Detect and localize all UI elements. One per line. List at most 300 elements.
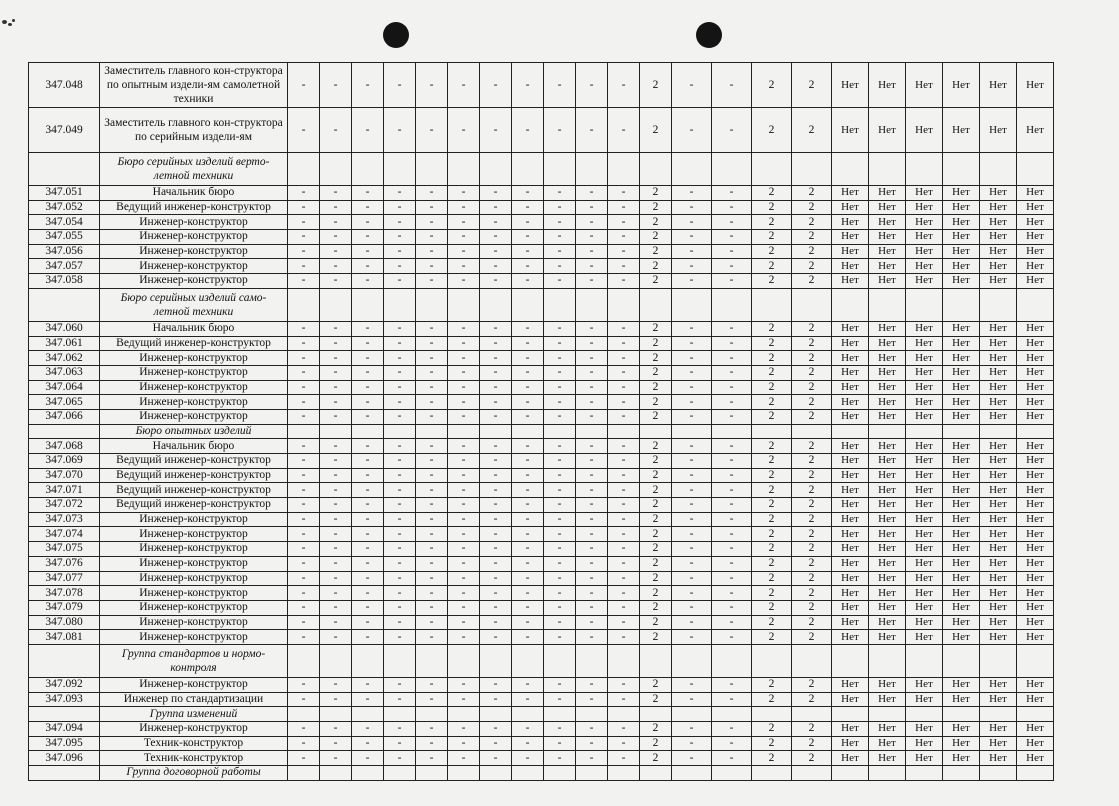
- value-cell: Нет: [980, 468, 1017, 483]
- value-cell: -: [416, 336, 448, 351]
- value-cell: -: [576, 200, 608, 215]
- value-cell: -: [544, 630, 576, 645]
- value-cell: -: [416, 615, 448, 630]
- value-cell: 2: [792, 439, 832, 454]
- value-cell: Нет: [832, 512, 869, 527]
- value-cell: -: [544, 571, 576, 586]
- table-row: [29, 108, 1054, 153]
- value-cell: Нет: [869, 468, 906, 483]
- value-cell: [906, 644, 943, 677]
- value-cell: Нет: [943, 321, 980, 336]
- job-conditions-table: [28, 62, 1054, 781]
- value-cell: Нет: [1017, 630, 1054, 645]
- section-row: [29, 766, 1054, 781]
- section-title: Группа договорной работы: [100, 766, 288, 781]
- value-cell: Нет: [906, 230, 943, 245]
- value-cell: -: [544, 244, 576, 259]
- value-cell: Нет: [832, 483, 869, 498]
- value-cell: Нет: [869, 571, 906, 586]
- value-cell: -: [672, 498, 712, 513]
- value-cell: -: [352, 722, 384, 737]
- value-cell: Нет: [869, 736, 906, 751]
- value-cell: [576, 707, 608, 722]
- value-cell: -: [712, 244, 752, 259]
- value-cell: -: [384, 230, 416, 245]
- job-code: 347.060: [29, 321, 100, 336]
- job-code: [29, 424, 100, 439]
- value-cell: 2: [752, 454, 792, 469]
- value-cell: Нет: [943, 63, 980, 108]
- value-cell: -: [320, 571, 352, 586]
- value-cell: 2: [640, 751, 672, 766]
- value-cell: -: [608, 215, 640, 230]
- value-cell: -: [512, 692, 544, 707]
- value-cell: -: [320, 468, 352, 483]
- value-cell: [352, 153, 384, 186]
- table-row: [29, 600, 1054, 615]
- section-title: Бюро серийных изделий верто-летной техники: [100, 153, 288, 186]
- value-cell: [288, 707, 320, 722]
- job-code: [29, 707, 100, 722]
- value-cell: -: [672, 63, 712, 108]
- value-cell: -: [672, 692, 712, 707]
- job-title: Инженер-конструктор: [100, 571, 288, 586]
- value-cell: 2: [792, 395, 832, 410]
- value-cell: -: [712, 512, 752, 527]
- value-cell: 2: [792, 571, 832, 586]
- value-cell: -: [448, 244, 480, 259]
- value-cell: -: [384, 542, 416, 557]
- value-cell: Нет: [943, 395, 980, 410]
- value-cell: -: [416, 630, 448, 645]
- value-cell: -: [480, 586, 512, 601]
- value-cell: Нет: [906, 454, 943, 469]
- value-cell: Нет: [980, 586, 1017, 601]
- value-cell: -: [608, 336, 640, 351]
- value-cell: 2: [792, 365, 832, 380]
- value-cell: -: [384, 200, 416, 215]
- job-title: Начальник бюро: [100, 186, 288, 201]
- value-cell: -: [320, 259, 352, 274]
- value-cell: 2: [792, 736, 832, 751]
- value-cell: -: [608, 274, 640, 289]
- value-cell: -: [576, 527, 608, 542]
- value-cell: -: [480, 600, 512, 615]
- value-cell: Нет: [943, 108, 980, 153]
- value-cell: 2: [752, 351, 792, 366]
- value-cell: [352, 766, 384, 781]
- value-cell: 2: [640, 677, 672, 692]
- job-code: 347.080: [29, 615, 100, 630]
- value-cell: -: [544, 556, 576, 571]
- value-cell: [448, 644, 480, 677]
- value-cell: 2: [792, 321, 832, 336]
- value-cell: Нет: [943, 483, 980, 498]
- value-cell: Нет: [906, 409, 943, 424]
- value-cell: -: [288, 556, 320, 571]
- value-cell: Нет: [980, 259, 1017, 274]
- value-cell: -: [448, 454, 480, 469]
- value-cell: -: [416, 722, 448, 737]
- value-cell: -: [608, 365, 640, 380]
- value-cell: Нет: [869, 692, 906, 707]
- value-cell: -: [712, 409, 752, 424]
- value-cell: -: [512, 556, 544, 571]
- value-cell: Нет: [832, 215, 869, 230]
- value-cell: -: [320, 244, 352, 259]
- value-cell: -: [352, 512, 384, 527]
- value-cell: Нет: [943, 186, 980, 201]
- value-cell: -: [672, 336, 712, 351]
- value-cell: Нет: [906, 395, 943, 410]
- value-cell: [792, 424, 832, 439]
- value-cell: 2: [640, 556, 672, 571]
- value-cell: [544, 766, 576, 781]
- table-row: [29, 527, 1054, 542]
- value-cell: -: [672, 230, 712, 245]
- value-cell: -: [712, 615, 752, 630]
- value-cell: -: [712, 483, 752, 498]
- job-title: Ведущий инженер-конструктор: [100, 498, 288, 513]
- value-cell: -: [288, 351, 320, 366]
- section-row: [29, 644, 1054, 677]
- value-cell: -: [288, 454, 320, 469]
- value-cell: Нет: [906, 321, 943, 336]
- value-cell: -: [288, 586, 320, 601]
- value-cell: [544, 288, 576, 321]
- value-cell: -: [448, 274, 480, 289]
- value-cell: -: [416, 692, 448, 707]
- value-cell: Нет: [1017, 736, 1054, 751]
- value-cell: 2: [640, 600, 672, 615]
- value-cell: Нет: [1017, 586, 1054, 601]
- value-cell: 2: [792, 468, 832, 483]
- value-cell: [672, 153, 712, 186]
- value-cell: -: [480, 244, 512, 259]
- value-cell: -: [512, 230, 544, 245]
- value-cell: 2: [640, 498, 672, 513]
- value-cell: -: [384, 244, 416, 259]
- job-title: Инженер-конструктор: [100, 244, 288, 259]
- value-cell: -: [352, 108, 384, 153]
- value-cell: -: [672, 365, 712, 380]
- value-cell: -: [448, 736, 480, 751]
- value-cell: -: [712, 215, 752, 230]
- value-cell: -: [712, 380, 752, 395]
- value-cell: 2: [752, 751, 792, 766]
- value-cell: -: [352, 586, 384, 601]
- value-cell: -: [352, 454, 384, 469]
- value-cell: -: [416, 751, 448, 766]
- value-cell: 2: [792, 527, 832, 542]
- value-cell: [869, 153, 906, 186]
- value-cell: [544, 153, 576, 186]
- value-cell: [672, 644, 712, 677]
- value-cell: -: [416, 586, 448, 601]
- value-cell: [544, 424, 576, 439]
- job-title: Инженер-конструктор: [100, 556, 288, 571]
- value-cell: -: [416, 200, 448, 215]
- value-cell: -: [448, 351, 480, 366]
- value-cell: 2: [640, 336, 672, 351]
- value-cell: -: [384, 454, 416, 469]
- value-cell: Нет: [943, 468, 980, 483]
- value-cell: -: [288, 600, 320, 615]
- value-cell: Нет: [943, 498, 980, 513]
- value-cell: 2: [640, 692, 672, 707]
- value-cell: -: [288, 336, 320, 351]
- value-cell: [448, 288, 480, 321]
- value-cell: -: [384, 351, 416, 366]
- value-cell: 2: [640, 571, 672, 586]
- value-cell: -: [352, 556, 384, 571]
- value-cell: -: [384, 63, 416, 108]
- value-cell: Нет: [832, 200, 869, 215]
- value-cell: -: [544, 454, 576, 469]
- value-cell: -: [416, 63, 448, 108]
- value-cell: -: [480, 454, 512, 469]
- value-cell: -: [608, 542, 640, 557]
- value-cell: -: [384, 259, 416, 274]
- value-cell: -: [384, 736, 416, 751]
- value-cell: -: [416, 483, 448, 498]
- value-cell: -: [288, 468, 320, 483]
- value-cell: -: [712, 200, 752, 215]
- table-row: [29, 586, 1054, 601]
- value-cell: -: [544, 736, 576, 751]
- value-cell: -: [576, 722, 608, 737]
- value-cell: Нет: [943, 365, 980, 380]
- value-cell: -: [384, 468, 416, 483]
- value-cell: Нет: [906, 512, 943, 527]
- value-cell: [752, 707, 792, 722]
- value-cell: Нет: [832, 321, 869, 336]
- value-cell: -: [480, 468, 512, 483]
- value-cell: Нет: [943, 736, 980, 751]
- value-cell: -: [448, 751, 480, 766]
- value-cell: -: [480, 186, 512, 201]
- value-cell: 2: [640, 200, 672, 215]
- value-cell: -: [512, 615, 544, 630]
- value-cell: -: [712, 351, 752, 366]
- value-cell: -: [576, 186, 608, 201]
- value-cell: 2: [640, 512, 672, 527]
- value-cell: -: [352, 571, 384, 586]
- value-cell: -: [512, 108, 544, 153]
- value-cell: -: [352, 63, 384, 108]
- value-cell: [512, 766, 544, 781]
- value-cell: -: [448, 200, 480, 215]
- value-cell: -: [288, 722, 320, 737]
- value-cell: [416, 153, 448, 186]
- value-cell: -: [672, 512, 712, 527]
- job-code: [29, 766, 100, 781]
- value-cell: Нет: [906, 600, 943, 615]
- value-cell: -: [288, 512, 320, 527]
- value-cell: -: [608, 468, 640, 483]
- value-cell: [352, 424, 384, 439]
- value-cell: -: [320, 108, 352, 153]
- value-cell: -: [712, 454, 752, 469]
- job-title: Ведущий инженер-конструктор: [100, 483, 288, 498]
- table-row: [29, 498, 1054, 513]
- value-cell: -: [416, 498, 448, 513]
- value-cell: -: [608, 409, 640, 424]
- value-cell: Нет: [869, 512, 906, 527]
- value-cell: Нет: [1017, 439, 1054, 454]
- value-cell: -: [480, 498, 512, 513]
- value-cell: -: [352, 351, 384, 366]
- value-cell: -: [712, 556, 752, 571]
- value-cell: [448, 424, 480, 439]
- value-cell: 2: [752, 571, 792, 586]
- value-cell: 2: [792, 586, 832, 601]
- value-cell: [752, 288, 792, 321]
- value-cell: -: [512, 677, 544, 692]
- value-cell: Нет: [832, 677, 869, 692]
- value-cell: -: [320, 274, 352, 289]
- value-cell: 2: [640, 615, 672, 630]
- value-cell: -: [448, 215, 480, 230]
- value-cell: -: [712, 230, 752, 245]
- job-title: Заместитель главного кон-структора по серийным издели-ям: [100, 108, 288, 153]
- value-cell: -: [320, 677, 352, 692]
- value-cell: -: [608, 200, 640, 215]
- value-cell: -: [576, 259, 608, 274]
- value-cell: -: [512, 600, 544, 615]
- value-cell: -: [544, 274, 576, 289]
- value-cell: Нет: [869, 63, 906, 108]
- value-cell: -: [448, 380, 480, 395]
- value-cell: 2: [752, 512, 792, 527]
- value-cell: [832, 707, 869, 722]
- value-cell: -: [320, 586, 352, 601]
- value-cell: -: [544, 600, 576, 615]
- value-cell: -: [320, 692, 352, 707]
- value-cell: [943, 424, 980, 439]
- value-cell: Нет: [943, 586, 980, 601]
- value-cell: Нет: [906, 365, 943, 380]
- value-cell: Нет: [832, 351, 869, 366]
- value-cell: -: [672, 200, 712, 215]
- value-cell: -: [320, 483, 352, 498]
- value-cell: -: [416, 454, 448, 469]
- value-cell: [1017, 766, 1054, 781]
- value-cell: -: [712, 186, 752, 201]
- value-cell: -: [352, 600, 384, 615]
- value-cell: -: [576, 395, 608, 410]
- value-cell: 2: [752, 259, 792, 274]
- value-cell: Нет: [943, 571, 980, 586]
- value-cell: 2: [640, 722, 672, 737]
- value-cell: -: [672, 439, 712, 454]
- job-title: Инженер-конструктор: [100, 380, 288, 395]
- value-cell: -: [384, 380, 416, 395]
- value-cell: -: [608, 321, 640, 336]
- value-cell: -: [416, 215, 448, 230]
- job-code: 347.079: [29, 600, 100, 615]
- value-cell: -: [352, 365, 384, 380]
- value-cell: -: [480, 365, 512, 380]
- value-cell: -: [672, 615, 712, 630]
- value-cell: Нет: [943, 230, 980, 245]
- value-cell: 2: [752, 439, 792, 454]
- value-cell: -: [672, 556, 712, 571]
- table-row: [29, 439, 1054, 454]
- value-cell: Нет: [869, 483, 906, 498]
- value-cell: -: [576, 586, 608, 601]
- value-cell: -: [384, 439, 416, 454]
- value-cell: -: [608, 186, 640, 201]
- value-cell: -: [448, 321, 480, 336]
- value-cell: Нет: [906, 542, 943, 557]
- value-cell: Нет: [906, 215, 943, 230]
- value-cell: -: [672, 108, 712, 153]
- value-cell: Нет: [906, 556, 943, 571]
- value-cell: -: [480, 200, 512, 215]
- value-cell: [943, 288, 980, 321]
- value-cell: [384, 424, 416, 439]
- value-cell: [608, 707, 640, 722]
- value-cell: 2: [752, 692, 792, 707]
- value-cell: Нет: [980, 336, 1017, 351]
- value-cell: Нет: [943, 677, 980, 692]
- value-cell: -: [352, 380, 384, 395]
- value-cell: -: [576, 439, 608, 454]
- value-cell: -: [608, 498, 640, 513]
- value-cell: Нет: [980, 630, 1017, 645]
- value-cell: 2: [792, 63, 832, 108]
- table-row: [29, 351, 1054, 366]
- value-cell: -: [576, 630, 608, 645]
- value-cell: -: [416, 259, 448, 274]
- value-cell: -: [576, 736, 608, 751]
- value-cell: [792, 644, 832, 677]
- value-cell: [672, 288, 712, 321]
- value-cell: Нет: [869, 498, 906, 513]
- value-cell: Нет: [1017, 395, 1054, 410]
- value-cell: -: [512, 380, 544, 395]
- value-cell: [480, 766, 512, 781]
- table-row: [29, 468, 1054, 483]
- value-cell: -: [320, 395, 352, 410]
- value-cell: -: [416, 395, 448, 410]
- value-cell: -: [712, 571, 752, 586]
- value-cell: -: [384, 571, 416, 586]
- value-cell: -: [288, 244, 320, 259]
- value-cell: 2: [792, 556, 832, 571]
- value-cell: -: [480, 571, 512, 586]
- value-cell: [320, 766, 352, 781]
- value-cell: -: [416, 274, 448, 289]
- job-code: 347.092: [29, 677, 100, 692]
- value-cell: -: [672, 722, 712, 737]
- value-cell: -: [448, 527, 480, 542]
- value-cell: Нет: [869, 677, 906, 692]
- value-cell: -: [608, 63, 640, 108]
- value-cell: -: [576, 244, 608, 259]
- table-row: [29, 556, 1054, 571]
- value-cell: -: [416, 321, 448, 336]
- value-cell: Нет: [832, 586, 869, 601]
- value-cell: [832, 766, 869, 781]
- value-cell: -: [512, 498, 544, 513]
- value-cell: Нет: [869, 722, 906, 737]
- value-cell: Нет: [869, 615, 906, 630]
- job-code: 347.066: [29, 409, 100, 424]
- value-cell: Нет: [980, 615, 1017, 630]
- value-cell: 2: [640, 186, 672, 201]
